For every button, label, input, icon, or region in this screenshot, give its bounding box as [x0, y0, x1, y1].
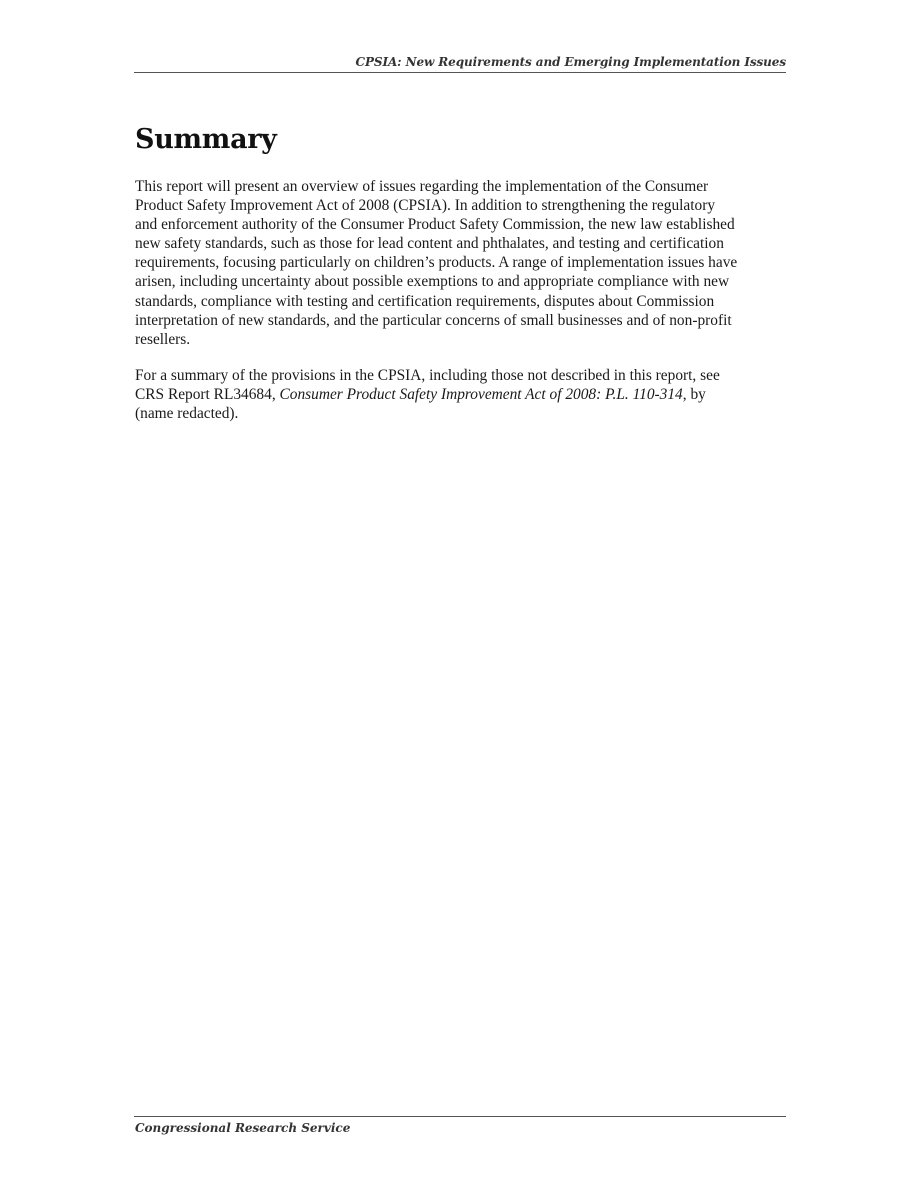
paragraph-line: interpretation of new standards, and the particular concerns of small businesses and of non-profit: [135, 311, 732, 329]
paragraph-line: and enforcement authority of the Consumer Product Safety Commission, the new law established: [135, 216, 735, 234]
paragraph-line: For a summary of the provisions in the CPSIA, including those not described in this report, see: [135, 367, 720, 384]
summary-paragraph-1: [135, 177, 787, 349]
running-footer: [134, 1116, 786, 1135]
cited-report-title: Consumer Product Safety Improvement Act of 2008: P.L. 110-314: [279, 386, 683, 404]
footer-publisher: Congressional Research Service: [135, 1121, 351, 1135]
paragraph-line: requirements, focusing particularly on children’s products. A range of implementation issues have: [135, 254, 738, 272]
running-header: [134, 52, 786, 73]
paragraph-line: This report will present an overview of issues regarding the implementation of the Consumer: [135, 178, 709, 195]
paragraph-line: resellers.: [135, 330, 191, 348]
summary-heading: Summary: [135, 124, 277, 155]
paragraph-line: (name redacted).: [135, 405, 239, 423]
citation-suffix: , by: [682, 386, 706, 404]
summary-paragraph-2: [135, 366, 787, 423]
paragraph-line: standards, compliance with testing and certification requirements, disputes about Commission: [135, 292, 715, 310]
paragraph-line: arisen, including uncertainty about possible exemptions to and appropriate compliance with new: [135, 273, 730, 291]
paragraph-line: [135, 385, 787, 404]
running-header-title: CPSIA: New Requirements and Emerging Implementation Issues: [355, 55, 786, 69]
paragraph-line: Product Safety Improvement Act of 2008 (CPSIA). In addition to strengthening the regulatory: [135, 197, 716, 215]
report-number-text: CRS Report RL34684,: [135, 386, 280, 404]
paragraph-line: new safety standards, such as those for lead content and phthalates, and testing and certification: [135, 235, 724, 253]
